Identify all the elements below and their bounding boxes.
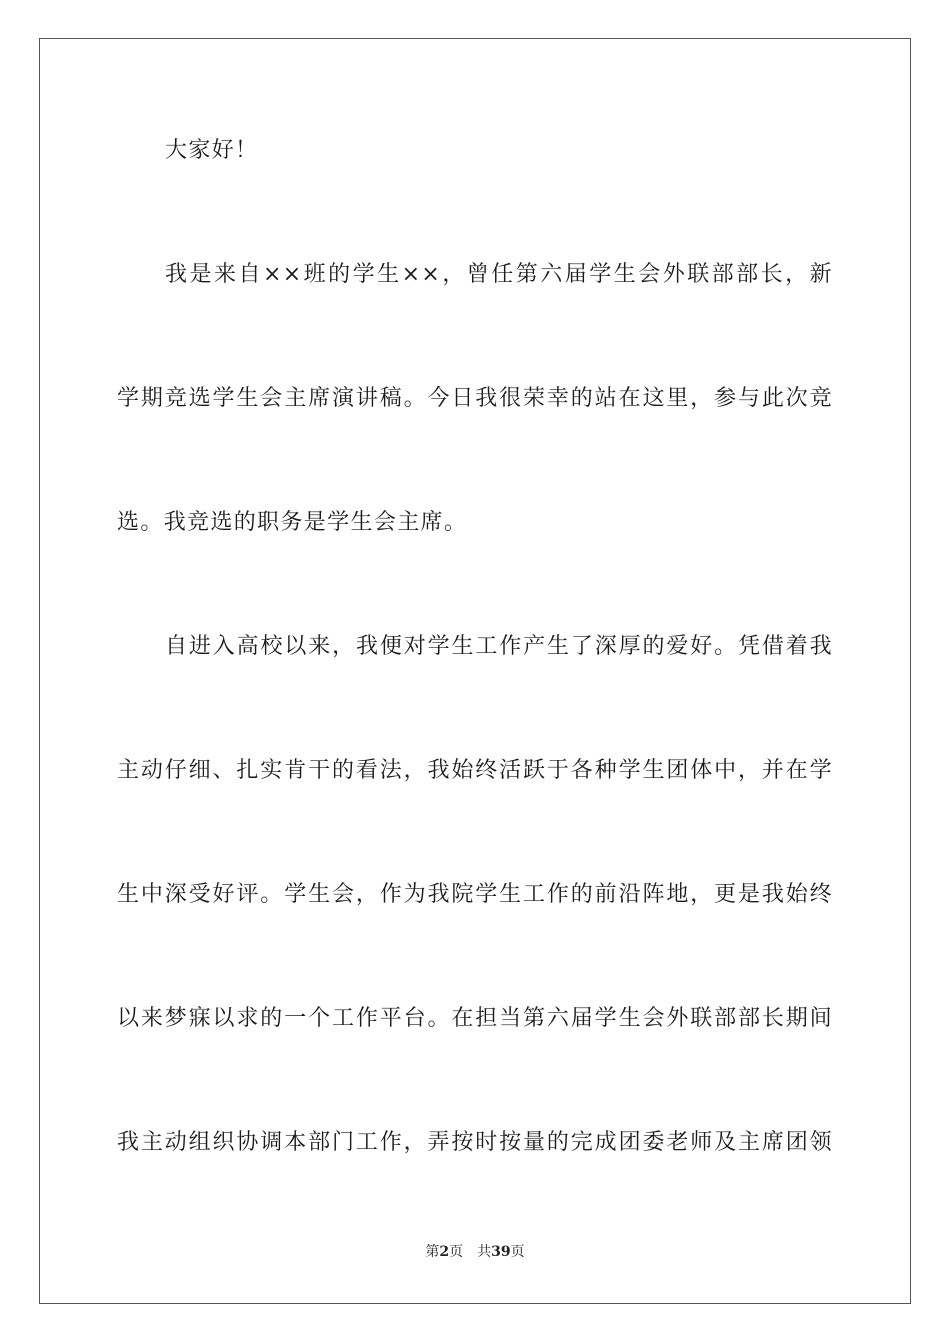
total-label-prefix: 共 bbox=[477, 1244, 492, 1260]
paragraph-2-line-1: 自进入高校以来，我便对学生工作产生了深厚的爱好。凭借着我 bbox=[165, 634, 833, 659]
paragraph-2-line-2: 主动仔细、扎实肯干的看法，我始终活跃于各种学生团体中，并在学 bbox=[117, 758, 833, 783]
total-label-suffix: 页 bbox=[510, 1244, 525, 1260]
page-label-suffix: 页 bbox=[449, 1244, 464, 1260]
page-label-prefix: 第 bbox=[425, 1244, 440, 1260]
paragraph-2-line-5: 我主动组织协调本部门工作，弄按时按量的完成团委老师及主席团领 bbox=[117, 1130, 833, 1155]
paragraph-1-line-3: 选。我竞选的职务是学生会主席。 bbox=[117, 510, 468, 535]
paragraph-1-line-1: 我是来自××班的学生××，曾任第六届学生会外联部部长，新 bbox=[165, 262, 833, 287]
paragraph-1-line-2: 学期竞选学生会主席演讲稿。今日我很荣幸的站在这里，参与此次竞 bbox=[117, 386, 833, 411]
page-frame bbox=[39, 38, 911, 1304]
greeting-line: 大家好！ bbox=[165, 138, 259, 163]
paragraph-2-line-3: 生中深受好评。学生会，作为我院学生工作的前沿阵地，更是我始终 bbox=[117, 882, 833, 907]
paragraph-2-line-4: 以来梦寐以求的一个工作平台。在担当第六届学生会外联部部长期间 bbox=[117, 1006, 833, 1031]
page-footer bbox=[0, 1242, 950, 1262]
total-pages: 39 bbox=[491, 1244, 511, 1260]
page-number: 2 bbox=[439, 1244, 450, 1260]
